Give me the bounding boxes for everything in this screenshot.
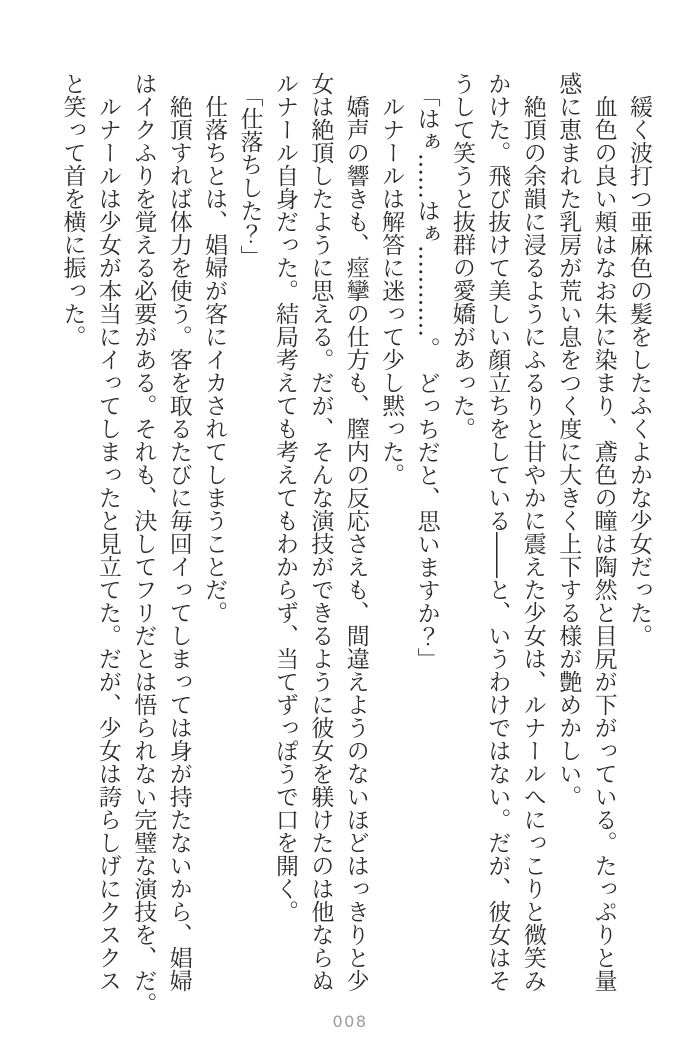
text-line: 女は絶頂したように思える。だが、そんな演技ができるように彼女を躾けたのは他ならぬ: [307, 72, 334, 992]
text-line: はイクふりを覚える必要がある。それも、決してフリだとは悟られない完璧な演技を、だ。: [130, 72, 157, 1015]
text-line: うして笑うと抜群の愛嬌があった。: [448, 72, 475, 440]
text-line: 絶頂すれば体力を使う。客を取るたびに毎回イってしまっては身が持たないから、娼婦: [165, 95, 192, 992]
text-line: 緩く波打つ亜麻色の髪をしたふくよかな少女だった。: [626, 95, 652, 647]
text-line: 「はぁ……はぁ…………。 どっちだと、思いますか？」: [413, 83, 440, 670]
text-line: ルナールは解答に迷って少し黙った。: [378, 95, 405, 486]
page-text: [54, 72, 656, 1015]
text-line: 嬌声の響きも、痙攣の仕方も、膣内の反応さえも、間違えようのないほどはっきりと少: [342, 95, 369, 992]
text-line: 感に恵まれた乳房が荒い息をつく度に大きく上下する様が艶めかしい。: [555, 72, 582, 808]
text-line: かけた。飛び抜けて美しい顔立ちをしている――と、いうわけではない。だが、彼女はそ: [484, 72, 511, 992]
text-line: ルナールは少女が本当にイってしまったと見立てた。だが、少女は誇らしげにクスクス: [94, 95, 121, 992]
text-line: と笑って首を横に振った。: [59, 72, 86, 348]
text-line: ルナール自身だった。結局考えても考えてもわからず、当てずっぽうで口を開く。: [271, 72, 298, 923]
page-number: 008: [332, 1012, 368, 1031]
text-line: 「仕落ちした？」: [236, 83, 263, 268]
text-line: 血色の良い頬はなお朱に染まり、鳶色の瞳は陶然と目尻が下がっている。たっぷりと量: [590, 95, 617, 992]
text-line: 仕落ちとは、娼婦が客にイカされてしまうことだ。: [201, 95, 228, 624]
text-line: 絶頂の余韻に浸るようにふるりと甘やかに震えた少女は、ルナールへにっこりと微笑み: [519, 95, 546, 992]
